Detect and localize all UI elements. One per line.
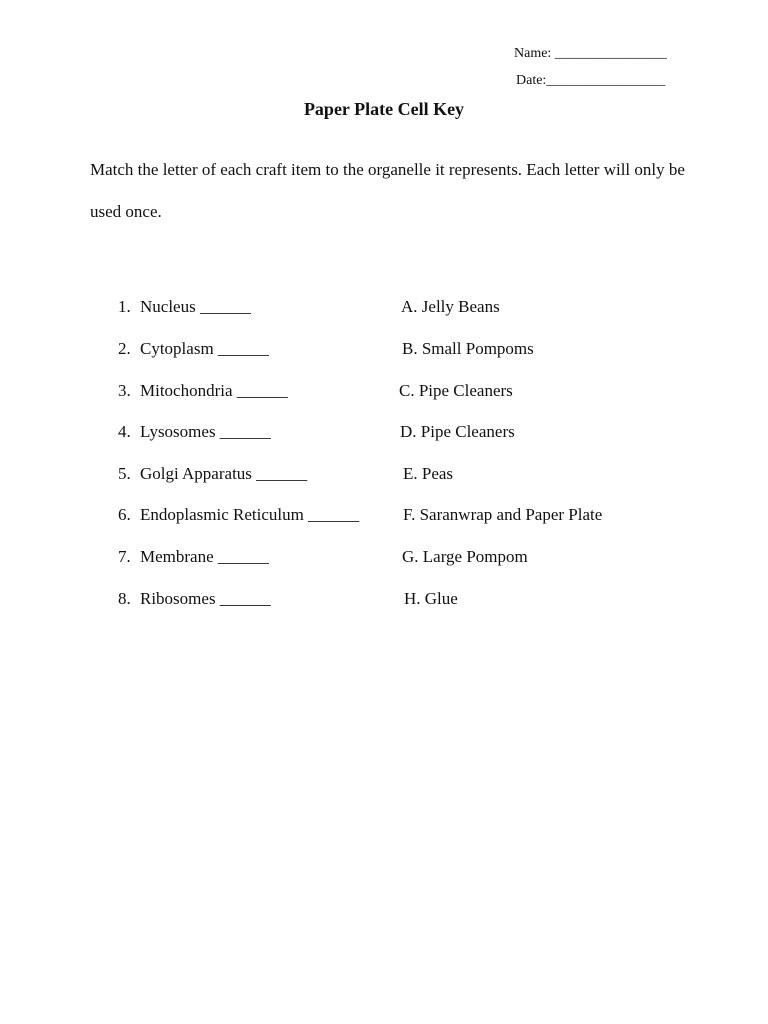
- craft-item: E. Peas: [403, 464, 454, 483]
- page-title: Paper Plate Cell Key: [303, 99, 465, 119]
- organelle-item: [118, 505, 359, 525]
- organelle-number: 7.: [118, 547, 131, 566]
- organelle-item: [118, 464, 307, 484]
- organelle-label: Mitochondria ______: [140, 381, 288, 400]
- organelle-number: 5.: [118, 464, 131, 483]
- organelle-number: 4.: [118, 422, 131, 441]
- organelle-label: Ribosomes ______: [140, 589, 271, 608]
- organelle-item: [118, 422, 271, 442]
- organelle-item: [118, 381, 288, 401]
- organelle-number: 1.: [118, 297, 131, 316]
- organelle-label: Cytoplasm ______: [140, 339, 269, 358]
- name-line: Name: ________________: [514, 46, 667, 61]
- organelle-label: Golgi Apparatus ______: [140, 464, 308, 483]
- craft-item: H. Glue: [404, 589, 458, 608]
- organelle-item: [118, 589, 271, 609]
- organelle-number: 2.: [118, 339, 131, 358]
- organelle-label: Membrane ______: [140, 547, 269, 566]
- organelle-item: [118, 547, 269, 567]
- organelle-label: Endoplasmic Reticulum ______: [140, 505, 360, 524]
- organelle-number: 3.: [118, 381, 131, 400]
- craft-item: C. Pipe Cleaners: [399, 381, 513, 400]
- organelle-number: 8.: [118, 589, 131, 608]
- date-line: Date:_________________: [516, 73, 666, 88]
- craft-item: B. Small Pompoms: [402, 339, 534, 358]
- craft-item: F. Saranwrap and Paper Plate: [403, 505, 603, 524]
- organelle-label: Nucleus ______: [140, 297, 251, 316]
- organelle-item: [118, 339, 269, 359]
- organelle-label: Lysosomes ______: [140, 422, 271, 441]
- instructions-paragraph: Match the letter of each craft item to the organelle it represents. Each letter will only be used once.: [90, 160, 685, 221]
- organelle-number: 6.: [118, 505, 131, 524]
- craft-item: G. Large Pompom: [402, 547, 528, 566]
- organelle-item: [118, 297, 251, 317]
- craft-item: A. Jelly Beans: [401, 297, 500, 316]
- craft-item: D. Pipe Cleaners: [400, 422, 515, 441]
